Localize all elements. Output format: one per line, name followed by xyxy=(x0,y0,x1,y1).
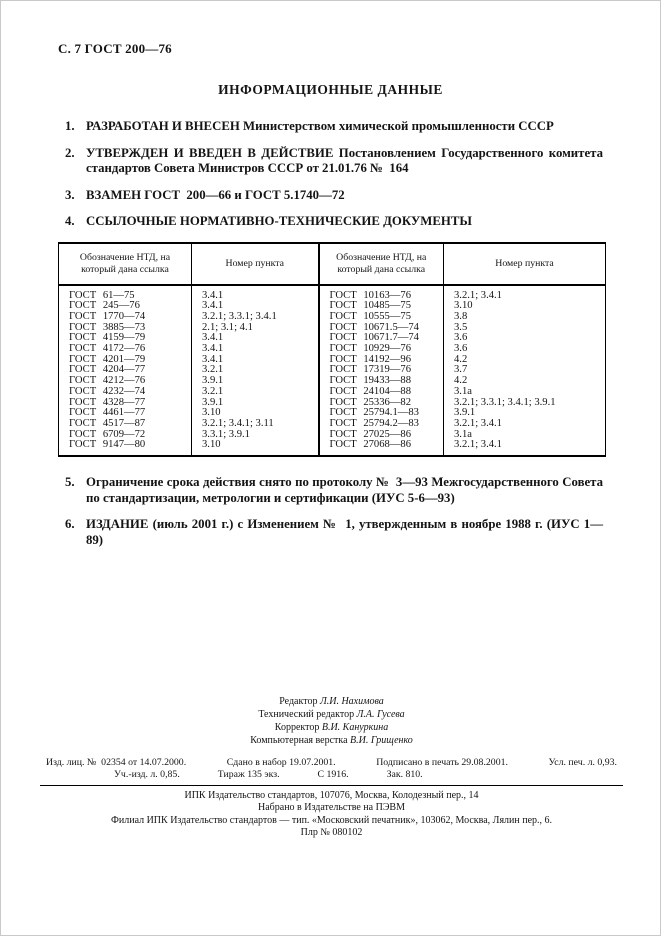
cell-doc-right: ГОСТ 10929—76 xyxy=(319,344,444,355)
table-row xyxy=(59,333,606,344)
cell-clause-left: 3.2.1 xyxy=(192,365,319,376)
cell-clause-right: 4.2 xyxy=(444,355,606,366)
cell-doc-left: ГОСТ 4232—74 xyxy=(69,386,146,397)
table-row xyxy=(59,323,606,334)
page-content xyxy=(1,1,660,548)
item-text: РАЗРАБОТАН И ВНЕСЕН Министерством химической промышленности СССР xyxy=(86,119,554,133)
cell-clause-left: 3.9.1 xyxy=(192,376,319,387)
table-row xyxy=(59,365,606,376)
cell-doc-right: ГОСТ 27068—86 xyxy=(319,440,444,456)
staff-role: Компьютерная верстка xyxy=(250,735,351,746)
cell-doc-left: ГОСТ 4328—77 xyxy=(69,397,146,408)
cell-doc-left: ГОСТ 61—75 xyxy=(69,289,135,301)
cell-clause-right: 3.6 xyxy=(444,333,606,344)
cell-doc-left: ГОСТ 3885—73 xyxy=(69,322,146,333)
imprint-item: С 1916. xyxy=(317,769,349,780)
cell-clause-right: 3.7 xyxy=(444,365,606,376)
cell-doc-right: ГОСТ 25336—82 xyxy=(319,398,444,409)
imprint-line-2 xyxy=(46,769,617,780)
cell-clause-right: 3.6 xyxy=(444,344,606,355)
staff-name: Л.И. Нахимова xyxy=(319,696,384,707)
item-text: ИЗДАНИЕ (июль 2001 г.) с Изменением № 1, утвержденным в ноябре 1988 г. (ИУС 1—89) xyxy=(86,517,603,547)
staff-line xyxy=(1,695,661,708)
cell-doc-left: ГОСТ 4204—77 xyxy=(69,365,146,376)
imprint-item: Усл. печ. л. 0,93. xyxy=(548,757,617,768)
staff-role: Корректор xyxy=(274,722,322,733)
info-item-6 xyxy=(58,517,603,548)
cell-doc-left: ГОСТ 4201—79 xyxy=(69,354,146,365)
table-row xyxy=(59,408,606,419)
print-license-number: Плр № 080102 xyxy=(300,826,363,838)
cell-clause-right: 4.2 xyxy=(444,376,606,387)
table-row xyxy=(59,344,606,355)
table-header xyxy=(59,243,606,285)
item-number: 6. xyxy=(65,517,75,532)
table-row xyxy=(59,355,606,366)
cell-doc-right: ГОСТ 10555—75 xyxy=(319,312,444,323)
imprint-item: Уч.-изд. л. 0,85. xyxy=(114,769,180,780)
cell-clause-left: 3.4.1 xyxy=(192,301,319,312)
table-row xyxy=(59,387,606,398)
imprint-item: Зак. 810. xyxy=(386,769,423,780)
item-number: 1. xyxy=(65,119,75,133)
publisher-address: ИПК Издательство стандартов, 107076, Москва, Колодезный пер., 14 xyxy=(184,790,479,801)
cell-clause-left: 3.3.1; 3.9.1 xyxy=(192,430,319,441)
cell-clause-right: 3.5 xyxy=(444,323,606,334)
item-text: ССЫЛОЧНЫЕ НОРМАТИВНО-ТЕХНИЧЕСКИЕ ДОКУМЕНТЫ xyxy=(86,214,472,228)
typeset-note: Набрано в Издательстве на ПЭВМ xyxy=(258,802,405,814)
info-item-2 xyxy=(58,146,603,177)
imprint-line-1 xyxy=(46,757,617,768)
item-text: ВЗАМЕН ГОСТ 200—66 и ГОСТ 5.1740—72 xyxy=(86,187,345,202)
table-row xyxy=(59,285,606,302)
staff-line xyxy=(1,734,661,747)
cell-clause-left: 3.4.1 xyxy=(192,355,319,366)
table-row xyxy=(59,312,606,323)
cell-doc-left: ГОСТ 245—76 xyxy=(69,301,140,312)
cell-clause-left: 3.10 xyxy=(192,440,319,456)
cell-doc-right: ГОСТ 19433—88 xyxy=(319,376,444,387)
cell-clause-right: 3.2.1; 3.3.1; 3.4.1; 3.9.1 xyxy=(444,398,606,409)
ntd-table-body xyxy=(59,285,606,457)
info-items-bottom xyxy=(58,475,603,548)
imprint-item: Тираж 135 экз. xyxy=(217,769,280,780)
cell-doc-right: ГОСТ 17319—76 xyxy=(319,365,444,376)
staff-role: Технический редактор xyxy=(258,709,357,720)
staff-name: Л.А. Гусева xyxy=(356,709,405,720)
cell-clause-left: 3.2.1; 3.3.1; 3.4.1 xyxy=(192,312,319,323)
imprint-block xyxy=(46,757,617,780)
cell-clause-right: 3.2.1; 3.4.1 xyxy=(444,419,606,430)
staff-line xyxy=(1,721,661,734)
imprint-item: Подписано в печать 29.08.2001. xyxy=(376,757,508,768)
staff-name: В.И. Кануркина xyxy=(321,722,389,733)
table-row xyxy=(59,398,606,409)
cell-doc-right: ГОСТ 10485—75 xyxy=(319,301,444,312)
cell-clause-left: 2.1; 3.1; 4.1 xyxy=(192,323,319,334)
table-row xyxy=(59,301,606,312)
cell-doc-right: ГОСТ 14192—96 xyxy=(319,355,444,366)
cell-clause-left: 3.10 xyxy=(192,408,319,419)
table-row xyxy=(59,376,606,387)
cell-doc-left: ГОСТ 4461—77 xyxy=(69,408,146,419)
item-text: Ограничение срока действия снято по протоколу № 3—93 Межгосударственного Совета по стандартизации, метрологии и сертификации (ИУС 5-6—93) xyxy=(86,475,603,505)
cell-clause-right: 3.10 xyxy=(444,301,606,312)
cell-clause-right: 3.2.1; 3.4.1 xyxy=(444,285,606,302)
cell-clause-right: 3.8 xyxy=(444,312,606,323)
staff-role: Редактор xyxy=(279,696,320,707)
table-header-row xyxy=(59,243,606,285)
cell-doc-right: ГОСТ 27025—86 xyxy=(319,430,444,441)
table-row xyxy=(59,419,606,430)
info-item-1 xyxy=(58,119,603,135)
col-header-clause-right: Номер пункта xyxy=(444,243,606,285)
table-row xyxy=(59,440,606,456)
item-number: 2. xyxy=(65,145,75,160)
cell-clause-left: 3.2.1; 3.4.1; 3.11 xyxy=(192,419,319,430)
cell-doc-right: ГОСТ 10671.7—74 xyxy=(319,333,444,344)
item-number: 5. xyxy=(65,475,75,490)
cell-clause-left: 3.9.1 xyxy=(192,398,319,409)
cell-doc-left: ГОСТ 1770—74 xyxy=(69,311,146,322)
page-number-header: С. 7 ГОСТ 200—76 xyxy=(58,41,172,56)
publisher-address-block xyxy=(1,790,661,839)
print-branch-address: Филиал ИПК Издательство стандартов — тип. «Московский печатник», 103062, Москва, Лялин пер., 6. xyxy=(110,814,553,826)
document-title: ИНФОРМАЦИОННЫЕ ДАННЫЕ xyxy=(218,82,443,97)
footer-divider xyxy=(40,785,623,786)
cell-doc-left: ГОСТ 9147—80 xyxy=(69,440,146,451)
staff-line xyxy=(1,708,661,721)
cell-clause-right: 3.2.1; 3.4.1 xyxy=(444,440,606,456)
cell-doc-left: ГОСТ 4159—79 xyxy=(69,333,146,344)
staff-name: В.И. Грищенко xyxy=(350,735,413,746)
imprint-item: Сдано в набор 19.07.2001. xyxy=(226,757,336,768)
info-item-5 xyxy=(58,475,603,506)
page-footer xyxy=(1,695,661,839)
info-items-top xyxy=(58,119,603,230)
cell-doc-left: ГОСТ 6709—72 xyxy=(69,429,146,440)
cell-doc-left: ГОСТ 4517—87 xyxy=(69,418,146,429)
imprint-item: Изд. лиц. № 02354 от 14.07.2000. xyxy=(46,757,187,768)
item-number: 3. xyxy=(65,187,75,202)
table-row xyxy=(59,430,606,441)
cell-doc-left: ГОСТ 4212—76 xyxy=(69,376,146,387)
cell-doc-right: ГОСТ 25794.1—83 xyxy=(319,408,444,419)
col-header-clause-left: Номер пункта xyxy=(192,243,319,285)
cell-doc-right: ГОСТ 24104—88 xyxy=(319,387,444,398)
cell-clause-right: 3.1а xyxy=(444,387,606,398)
cell-clause-left: 3.4.1 xyxy=(192,333,319,344)
cell-clause-right: 3.1а xyxy=(444,430,606,441)
info-item-4 xyxy=(58,214,603,230)
item-text: УТВЕРЖДЕН И ВВЕДЕН В ДЕЙСТВИЕ Постановлением Государственного комитета стандартов Совета Министров СССР от 21.01.76 № 164 xyxy=(86,145,603,175)
ntd-reference-table xyxy=(58,242,606,458)
col-header-ntd-right: Обозначение НТД, на который дана ссылка xyxy=(319,243,444,285)
cell-clause-right: 3.9.1 xyxy=(444,408,606,419)
cell-doc-right: ГОСТ 10163—76 xyxy=(319,285,444,302)
cell-clause-left: 3.2.1 xyxy=(192,387,319,398)
cell-clause-left: 3.4.1 xyxy=(192,285,319,302)
cell-doc-left: ГОСТ 4172—76 xyxy=(69,344,146,355)
info-item-3 xyxy=(58,188,603,204)
item-number: 4. xyxy=(65,214,75,228)
cell-doc-right: ГОСТ 25794.2—83 xyxy=(319,419,444,430)
cell-clause-left: 3.4.1 xyxy=(192,344,319,355)
col-header-ntd-left: Обозначение НТД, на который дана ссылка xyxy=(59,243,192,285)
cell-doc-right: ГОСТ 10671.5—74 xyxy=(319,323,444,334)
editorial-staff-block xyxy=(1,695,661,747)
